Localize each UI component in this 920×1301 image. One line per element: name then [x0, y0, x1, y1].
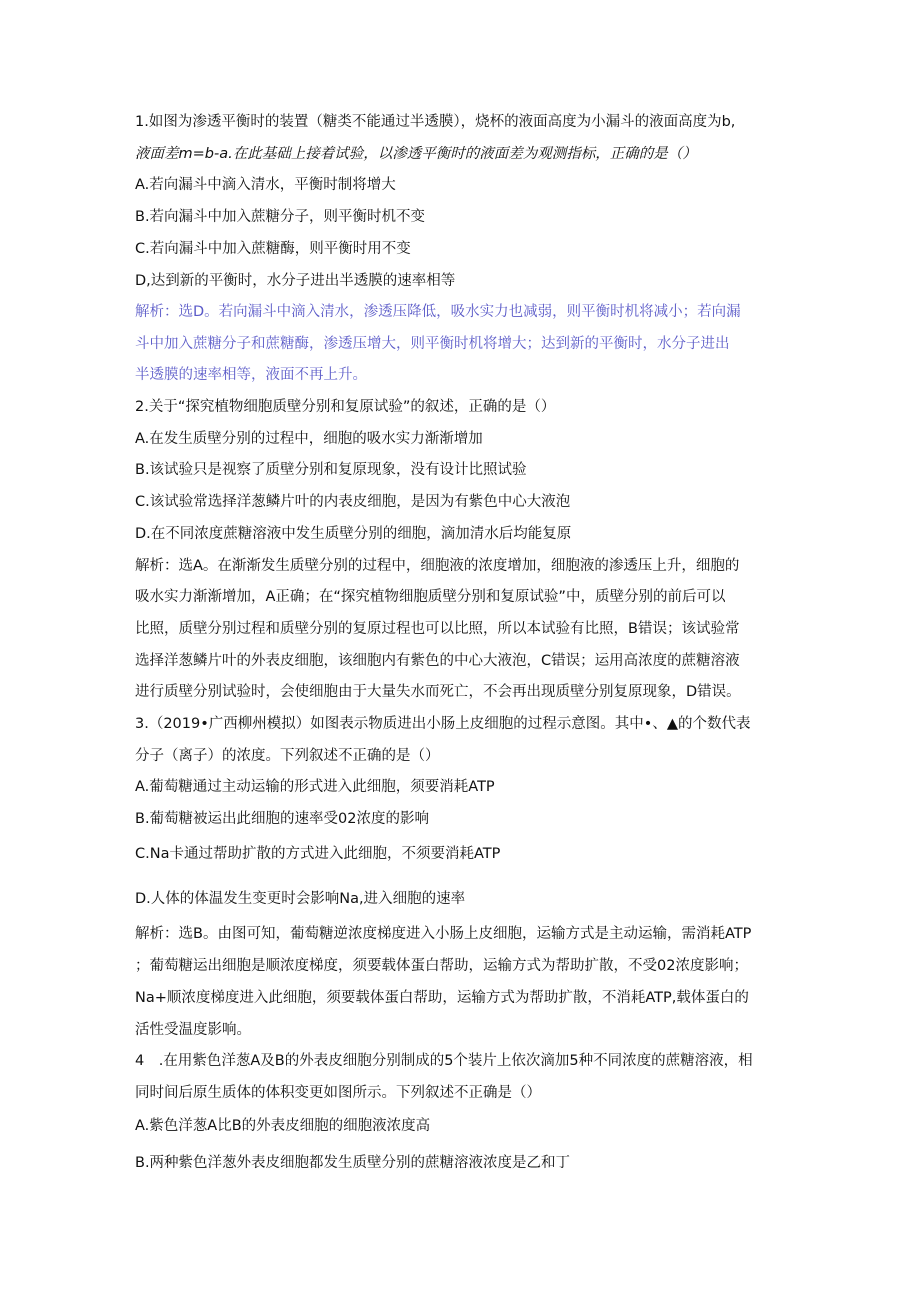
q2-option-c: C.该试验常选择洋葱鳞片叶的内表皮细胞，是因为有紫色中心大液泡 — [135, 494, 571, 510]
q2-stem: 2.关于“探究植物细胞质壁分别和复原试验”的叙述，正确的是（） — [135, 399, 556, 415]
q4-stem-line-1: 4 .在用紫色洋葱A及B的外表皮细胞分别制成的5个装片上依次滴加5种不同浓度的蔗糖溶液，相 — [135, 1053, 753, 1069]
q3-stem-line-1: 3.（2019•广西柳州模拟）如图表示物质进出小肠上皮细胞的过程示意图。其中•、▲的个数代表 — [135, 716, 751, 732]
q3-stem-line-2: 分子（离子）的浓度。下列叙述不正确的是（） — [135, 748, 440, 764]
q3-option-b: B.葡萄糖被运出此细胞的速率受02浓度的影响 — [135, 811, 430, 827]
q1-option-c: C.若向漏斗中加入蔗糖酶，则平衡时用不变 — [135, 241, 411, 257]
q1-option-a: A.若向漏斗中滴入清水，平衡时制将增大 — [135, 177, 396, 193]
q2-option-d: D.在不同浓度蔗糖溶液中发生质壁分别的细胞，滴加清水后均能复原 — [135, 526, 572, 542]
q2-option-b: B.该试验只是视察了质壁分别和复原现象，没有设计比照试验 — [135, 462, 527, 478]
q2-analysis-line-4: 选择洋葱鳞片叶的外表皮细胞，该细胞内有紫色的中心大液泡，C错误；运用高浓度的蔗糖溶液 — [135, 653, 740, 669]
q3-option-c: C.Na卡通过帮助扩散的方式进入此细胞，不须要消耗ATP — [135, 846, 501, 862]
q2-analysis-line-3: 比照，质壁分别过程和质壁分别的复原过程也可以比照，所以本试验有比照，B错误；该试验常 — [135, 621, 740, 637]
q4-option-a: A.紫色洋葱A比B的外表皮细胞的细胞液浓度高 — [135, 1118, 431, 1134]
q2-analysis-line-5: 进行质壁分别试验时，会使细胞由于大量失水而死亡，不会再出现质壁分别复原现象，D错误。 — [135, 684, 741, 700]
q1-analysis-line-2: 斗中加入蔗糖分子和蔗糖酶，渗透压增大，则平衡时机将增大；达到新的平衡时，水分子进出 — [135, 336, 730, 352]
q3-analysis-line-4: 活性受温度影响。 — [135, 1022, 251, 1038]
q1-stem-line-2: 液面差m=b-a.在此基础上接着试验，以渗透平衡时的液面差为观测指标，正确的是（） — [135, 146, 697, 162]
q3-analysis-line-3: Na+顺浓度梯度进入此细胞，须要载体蛋白帮助，运输方式为帮助扩散，不消耗ATP,载体蛋白的 — [135, 990, 749, 1006]
q1-option-b: B.若向漏斗中加入蔗糖分子，则平衡时机不变 — [135, 209, 426, 225]
q3-analysis-line-2: ；葡萄糖运出细胞是顺浓度梯度，须要载体蛋白帮助，运输方式为帮助扩散，不受02浓度影响； — [135, 958, 748, 974]
q2-option-a: A.在发生质壁分别的过程中，细胞的吸水实力渐渐增加 — [135, 431, 483, 447]
q1-option-d: D,达到新的平衡时，水分子进出半透膜的速率相等 — [135, 273, 456, 289]
q4-option-b: B.两种紫色洋葱外表皮细胞都发生质壁分别的蔗糖溶液浓度是乙和丁 — [135, 1155, 571, 1171]
q3-option-d: D.人体的体温发生变更时会影响Na,进入细胞的速率 — [135, 891, 466, 907]
q3-option-a: A.葡萄糖通过主动运输的形式进入此细胞，须要消耗ATP — [135, 779, 495, 795]
q2-analysis-line-2: 吸水实力渐渐增加，A正确；在“探究植物细胞质壁分别和复原试验”中，质壁分别的前后可以 — [135, 589, 726, 605]
q1-stem-line-1: 1.如图为渗透平衡时的装置（糖类不能通过半透膜），烧杯的液面高度为小漏斗的液面高度为b, — [135, 114, 736, 130]
q3-analysis-line-1: 解析：选B。由图可知，葡萄糖逆浓度梯度进入小肠上皮细胞，运输方式是主动运输，需消耗ATP — [135, 926, 752, 942]
q1-analysis-line-1: 解析：选D。若向漏斗中滴入清水，渗透压降低，吸水实力也减弱，则平衡时机将减小；若向漏 — [135, 304, 741, 320]
q4-stem-line-2: 同时间后原生质体的体积变更如图所示。下列叙述不正确是（） — [135, 1085, 541, 1101]
q1-analysis-line-3: 半透膜的速率相等，液面不再上升。 — [135, 367, 367, 383]
q2-analysis-line-1: 解析：选A。在渐渐发生质壁分别的过程中，细胞液的浓度增加，细胞液的渗透压上升，细胞的 — [135, 558, 740, 574]
